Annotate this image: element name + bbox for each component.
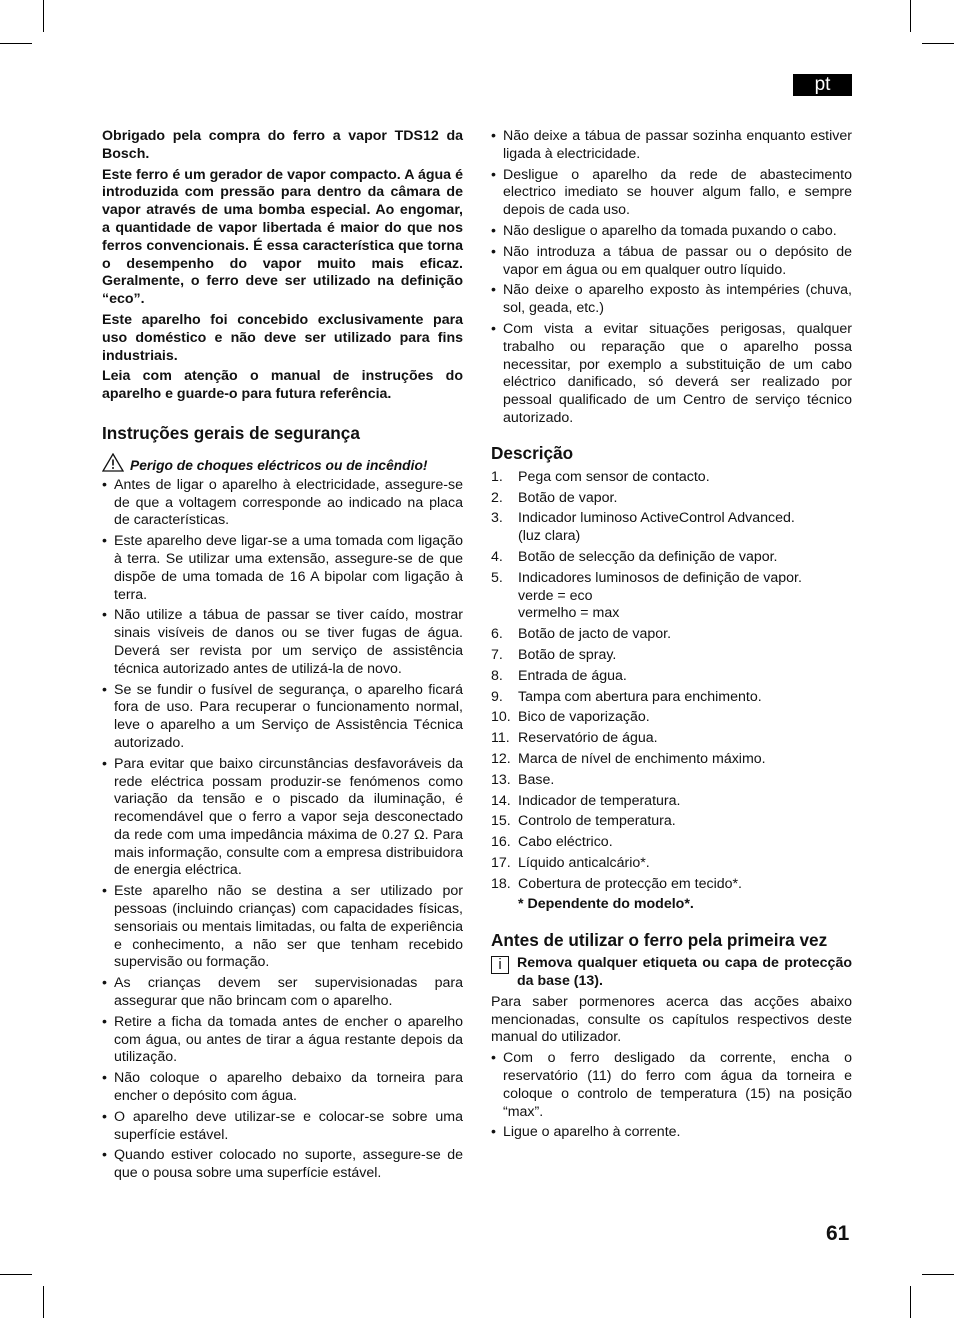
- language-badge: pt: [793, 74, 852, 96]
- item-number: 14.: [491, 792, 511, 809]
- item-number: 11.: [491, 730, 510, 747]
- description-item: [491, 772, 852, 790]
- left-column: [102, 128, 463, 1186]
- intro-paragraph: Obrigado pela compra do ferro a vapor TDS12 da Bosch.: [102, 128, 463, 162]
- crop-mark: [910, 1286, 911, 1318]
- list-item: • As crianças devem ser supervisionadas para assegurar que não brincam com o aparelho.: [102, 975, 463, 1011]
- list-item: • Se se fundir o fusível de segurança, o aparelho ficará fora de uso. Para recuperar o funcionamento normal, leve o aparelho a um Serviço de Assistência Técnica autorizado.: [102, 682, 463, 753]
- item-number: 16.: [491, 834, 511, 851]
- item-text: Indicador de temperatura.: [518, 792, 681, 809]
- item-text: Controlo de temperatura.: [518, 813, 676, 830]
- item-number: 10.: [491, 709, 511, 726]
- description-item: [491, 549, 852, 567]
- safety-list: [102, 477, 463, 1183]
- list-item: • Com vista a evitar situações perigosas, qualquer trabalho ou reparação que o aparelho possa necessitar, por exemplo a substituição de um cabo eléctrico danificado, só deverá ser realizado por pessoal qualificado de um Centro de serviço técnico autorizado.: [491, 321, 852, 428]
- item-text: Botão de vapor.: [518, 489, 618, 506]
- warning-line: [102, 453, 463, 475]
- description-item: [491, 855, 852, 873]
- item-number: 6.: [491, 626, 503, 643]
- crop-mark: [43, 0, 44, 32]
- item-number: 18.: [491, 875, 511, 892]
- item-number: 13.: [491, 771, 511, 788]
- description-item: [491, 469, 852, 487]
- list-item: • Quando estiver colocado no suporte, assegure-se de que o pousa sobre uma superfície estável.: [102, 1147, 463, 1183]
- item-text: Entrada de água.: [518, 667, 627, 684]
- safety-list-continued: [491, 128, 852, 428]
- info-note: [491, 955, 852, 991]
- list-item: • Este aparelho deve ligar-se a uma tomada com ligação à terra. Se utilizar uma extensão, assegure-se de que dispõe de uma tomada de 16 A bipolar com ligação à terra.: [102, 533, 463, 604]
- item-text: Cabo eléctrico.: [518, 834, 613, 851]
- description-item: [491, 510, 852, 546]
- intro-paragraph: Este ferro é um gerador de vapor compacto. A água é introduzida com pressão para dentro da câmara de vapor através de uma bomba especial. Ao engomar, a quantidade de vapor libertada é maior do que nos ferros convencionais. É essa característica que torna o desempenho do vapor muito mais eficaz. Geralmente, o ferro deve ser utilizado na definição “eco”.: [102, 166, 463, 308]
- description-item: [491, 751, 852, 769]
- description-item: [491, 570, 852, 623]
- list-item: • Este aparelho não se destina a ser utilizado por pessoas (incluindo crianças) com capacidades físicas, sensoriais ou mentais limitadas, ou falta de experiência e conhecimento, a não ser que tenham recebido supervisão ou formação.: [102, 883, 463, 972]
- list-item: • O aparelho deve utilizar-se e colocar-se sobre uma superfície estável.: [102, 1109, 463, 1145]
- list-item: • Não deixe o aparelho exposto às intempéries (chuva, sol, geada, etc.): [491, 282, 852, 318]
- safety-heading: Instruções gerais de segurança: [102, 422, 360, 443]
- info-icon: i: [491, 956, 509, 974]
- right-column: [491, 128, 852, 1145]
- list-item: • Não introduza a tábua de passar ou o depósito de vapor em água ou em qualquer outro líquido.: [491, 244, 852, 280]
- first-use-heading: Antes de utilizar o ferro pela primeira vez: [491, 930, 828, 951]
- info-text: Remova qualquer etiqueta ou capa de protecção da base (13).: [517, 955, 852, 990]
- list-item: • Não deixe a tábua de passar sozinha enquanto estiver ligada à electricidade.: [491, 128, 852, 164]
- crop-mark: [922, 43, 954, 44]
- item-text: Pega com sensor de contacto.: [518, 468, 710, 485]
- list-item: • Com o ferro desligado da corrente, encha o reservatório (11) do ferro com água da torneira e coloque o controlo de temperatura (15) na posição “max”.: [491, 1050, 852, 1121]
- list-item: • Não desligue o aparelho da tomada puxando o cabo.: [491, 223, 852, 241]
- description-item: [491, 689, 852, 707]
- description-item: [491, 730, 852, 748]
- item-number: 5.: [491, 569, 503, 586]
- item-text: Líquido anticalcário*.: [518, 854, 650, 871]
- description-item: [491, 668, 852, 686]
- item-number: 12.: [491, 750, 511, 767]
- item-number: 17.: [491, 854, 511, 871]
- list-item: • Retire a ficha da tomada antes de encher o aparelho com água, ou antes de tirar a água restante depois da utilização.: [102, 1014, 463, 1067]
- crop-mark: [910, 0, 911, 32]
- list-item: • Desligue o aparelho da rede de abastecimento electrico imediato se houver algum fallo, e sempre depois de cada uso.: [491, 167, 852, 220]
- item-text: Base.: [518, 771, 555, 788]
- item-text: Tampa com abertura para enchimento.: [518, 688, 762, 705]
- list-item: • Não coloque o aparelho debaixo da torneira para encher o depósito com água.: [102, 1070, 463, 1106]
- description-heading: Descrição: [491, 442, 574, 463]
- description-item: [491, 626, 852, 644]
- list-item: • Antes de ligar o aparelho à electricidade, assegure-se de que a voltagem corresponde ao indicado na placa de características.: [102, 477, 463, 530]
- item-text: Marca de nível de enchimento máximo.: [518, 750, 766, 767]
- warning-text: Perigo de choques eléctricos ou de incêndio!: [130, 457, 428, 473]
- first-use-paragraph: Para saber pormenores acerca das acções abaixo mencionadas, consulte os capítulos respectivos deste manual do utilizador.: [491, 993, 852, 1046]
- page-number: 61: [826, 1222, 850, 1245]
- item-number: 3.: [491, 510, 503, 527]
- description-item: [491, 834, 852, 852]
- item-text: Botão de spray.: [518, 646, 617, 663]
- item-text: Botão de jacto de vapor.: [518, 626, 672, 643]
- description-item: [491, 813, 852, 831]
- intro-paragraph: Este aparelho foi concebido exclusivamente para uso doméstico e não deve ser utilizado para fins industriais.: [102, 311, 463, 364]
- item-text: Botão de selecção da definição de vapor.: [518, 548, 778, 565]
- crop-mark: [0, 1274, 32, 1275]
- item-number: 15.: [491, 813, 511, 830]
- crop-mark: [922, 1274, 954, 1275]
- warning-triangle-icon: [102, 453, 124, 472]
- item-number: 7.: [491, 646, 503, 663]
- item-text: Indicadores luminosos de definição de vapor. verde = eco vermelho = max: [518, 569, 802, 622]
- item-number: 1.: [491, 468, 503, 485]
- item-text: Cobertura de protecção em tecido*.: [518, 875, 742, 892]
- item-number: 4.: [491, 548, 503, 565]
- item-text: Bico de vaporização.: [518, 709, 650, 726]
- item-number: 9.: [491, 688, 503, 705]
- description-item: [491, 793, 852, 811]
- item-text: Indicador luminoso ActiveControl Advanced. (luz clara): [518, 510, 795, 545]
- model-note: * Dependente do modelo*.: [518, 896, 694, 913]
- list-item: • Ligue o aparelho à corrente.: [491, 1124, 852, 1142]
- description-item: [491, 876, 852, 894]
- item-number: 2.: [491, 489, 503, 506]
- intro-section: [102, 128, 463, 404]
- list-item: • Não utilize a tábua de passar se tiver caído, mostrar sinais visíveis de danos ou se tiver fugas de água. Deverá ser revista por um serviço de assistência técnica autorizado antes de utilizá-la de novo.: [102, 607, 463, 678]
- description-item: [491, 490, 852, 508]
- crop-mark: [0, 43, 32, 44]
- description-item: [491, 647, 852, 665]
- item-number: 8.: [491, 667, 503, 684]
- intro-paragraph: Leia com atenção o manual de instruções do aparelho e guarde-o para futura referência.: [102, 368, 463, 403]
- crop-mark: [43, 1286, 44, 1318]
- item-text: Reservatório de água.: [518, 730, 658, 747]
- description-item: [491, 709, 852, 727]
- description-list: [491, 469, 852, 894]
- first-use-list: [491, 1050, 852, 1142]
- list-item: • Para evitar que baixo circunstâncias desfavoráveis da rede eléctrica possam produzir-se fenómenos como variação da tensão e o piscado da iluminação, é recomendável que o ferro a vapor seja desconectado da rede com uma impedância máxima de 0.27 Ω. Para mais informação, consulte com a empresa distribuidora de energia eléctrica.: [102, 756, 463, 881]
